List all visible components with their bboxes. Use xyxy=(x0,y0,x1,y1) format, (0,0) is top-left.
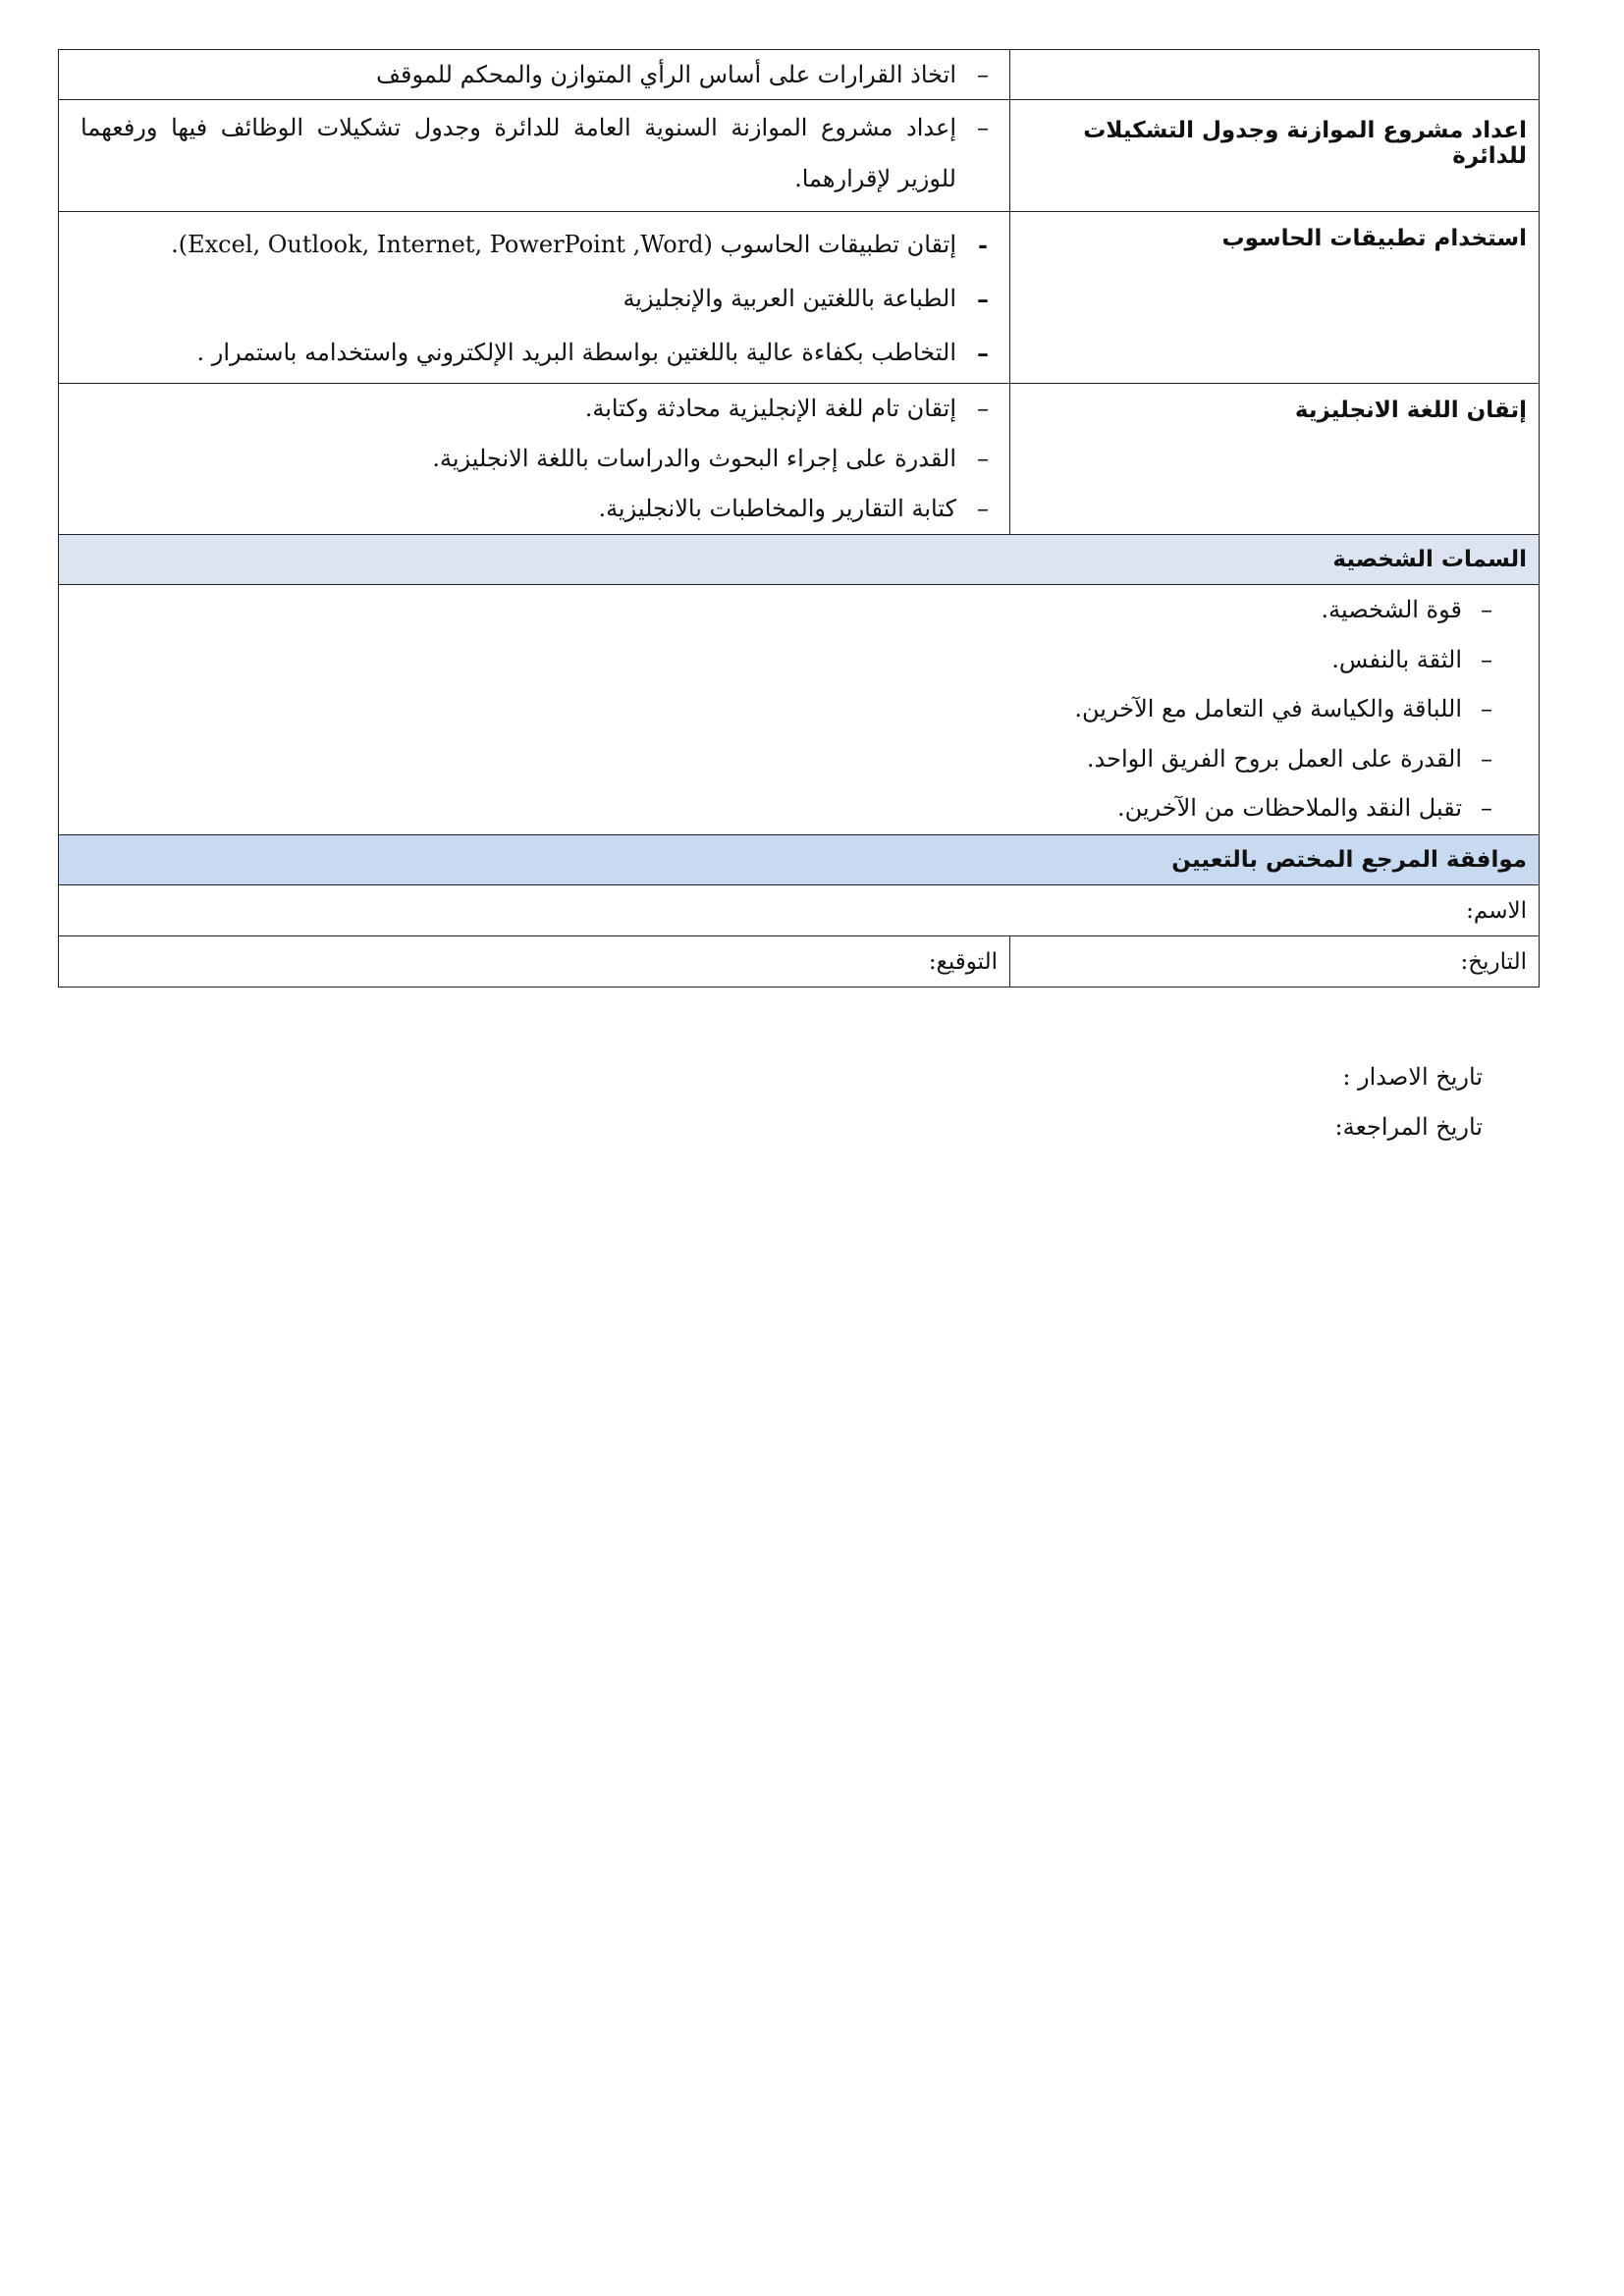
list-item xyxy=(59,635,1539,685)
dash-marker: – xyxy=(977,445,989,472)
list-item xyxy=(59,384,1009,434)
row-label: استخدام تطبيقات الحاسوب xyxy=(1010,212,1540,384)
signature-field: التوقيع: xyxy=(59,936,1010,988)
row-label xyxy=(1010,50,1540,100)
dash-marker: – xyxy=(977,61,989,88)
list-item xyxy=(59,272,1009,326)
issue-date-label: تاريخ الاصدار : xyxy=(1342,1063,1483,1091)
traits-header-row xyxy=(59,535,1540,585)
row-content xyxy=(59,50,1010,100)
bullet-list xyxy=(59,384,1009,534)
list-item xyxy=(59,434,1009,484)
dash-marker: – xyxy=(977,495,989,522)
item-text: اللباقة والكياسة في التعامل مع الآخرين. xyxy=(1074,695,1462,722)
row-content xyxy=(59,212,1010,384)
footer-dates xyxy=(1334,1052,1483,1152)
traits-content xyxy=(59,585,1540,835)
bullet-list xyxy=(59,102,1009,204)
dash-marker: – xyxy=(1481,794,1492,822)
list-item xyxy=(59,783,1539,833)
table-row xyxy=(59,212,1540,384)
table-row xyxy=(59,100,1540,212)
approval-header: موافقة المرجع المختص بالتعيين xyxy=(59,835,1540,885)
job-description-table xyxy=(58,49,1540,988)
row-content xyxy=(59,100,1010,212)
dash-marker: - xyxy=(978,231,988,259)
dash-marker: – xyxy=(1481,645,1492,673)
traits-list xyxy=(59,585,1539,833)
list-item xyxy=(59,684,1539,734)
table-row xyxy=(59,50,1540,100)
table-row xyxy=(59,936,1540,988)
list-item xyxy=(59,102,1009,204)
item-text: الطباعة باللغتين العربية والإنجليزية xyxy=(623,285,956,312)
item-text: اتخاذ القرارات على أساس الرأي المتوازن والمحكم للموقف xyxy=(376,61,956,88)
dash-marker: – xyxy=(977,395,989,422)
item-text: قوة الشخصية. xyxy=(1321,596,1462,623)
list-item xyxy=(59,484,1009,534)
item-text: التخاطب بكفاءة عالية باللغتين بواسطة البريد الإلكتروني واستخدامه باستمرار . xyxy=(196,339,956,366)
item-text: القدرة على إجراء البحوث والدراسات باللغة الانجليزية. xyxy=(432,445,956,472)
table-row xyxy=(59,384,1540,535)
dash-marker: – xyxy=(1481,596,1492,623)
item-text: كتابة التقارير والمخاطبات بالانجليزية. xyxy=(598,495,956,522)
name-field: الاسم: xyxy=(59,885,1540,936)
item-text: القدرة على العمل بروح الفريق الواحد. xyxy=(1086,744,1462,773)
item-text: تقبل النقد والملاحظات من الآخرين. xyxy=(1116,794,1462,822)
table-row xyxy=(59,585,1540,835)
row-label: اعداد مشروع الموازنة وجدول التشكيلات للدائرة xyxy=(1010,100,1540,212)
bullet-list xyxy=(59,218,1009,380)
date-field: التاريخ: xyxy=(1010,936,1540,988)
item-text: إعداد مشروع الموازنة السنوية العامة للدائرة وجدول تشكيلات الوظائف فيها ورفعهما للوزير لإقرارهما. xyxy=(81,114,956,192)
approval-header-row xyxy=(59,835,1540,885)
bullet-list xyxy=(59,50,1009,99)
list-item xyxy=(59,734,1539,784)
list-item xyxy=(59,326,1009,380)
item-text: إتقان تام للغة الإنجليزية محادثة وكتابة. xyxy=(584,395,956,422)
dash-marker: – xyxy=(977,285,989,313)
item-text: إتقان تطبيقات الحاسوب (Excel, Outlook, Internet, PowerPoint ,Word). xyxy=(171,231,956,258)
item-text: الثقة بالنفس. xyxy=(1331,645,1462,673)
dash-marker: – xyxy=(977,114,989,141)
traits-header: السمات الشخصية xyxy=(59,535,1540,585)
dash-marker: – xyxy=(977,339,989,367)
table-row xyxy=(59,885,1540,936)
dash-marker: – xyxy=(1481,744,1492,773)
row-content xyxy=(59,384,1010,535)
row-label: إتقان اللغة الانجليزية xyxy=(1010,384,1540,535)
review-date-label: تاريخ المراجعة: xyxy=(1334,1113,1483,1141)
list-item xyxy=(59,50,1009,99)
dash-marker: – xyxy=(1481,695,1492,722)
list-item xyxy=(59,585,1539,635)
list-item xyxy=(59,218,1009,272)
